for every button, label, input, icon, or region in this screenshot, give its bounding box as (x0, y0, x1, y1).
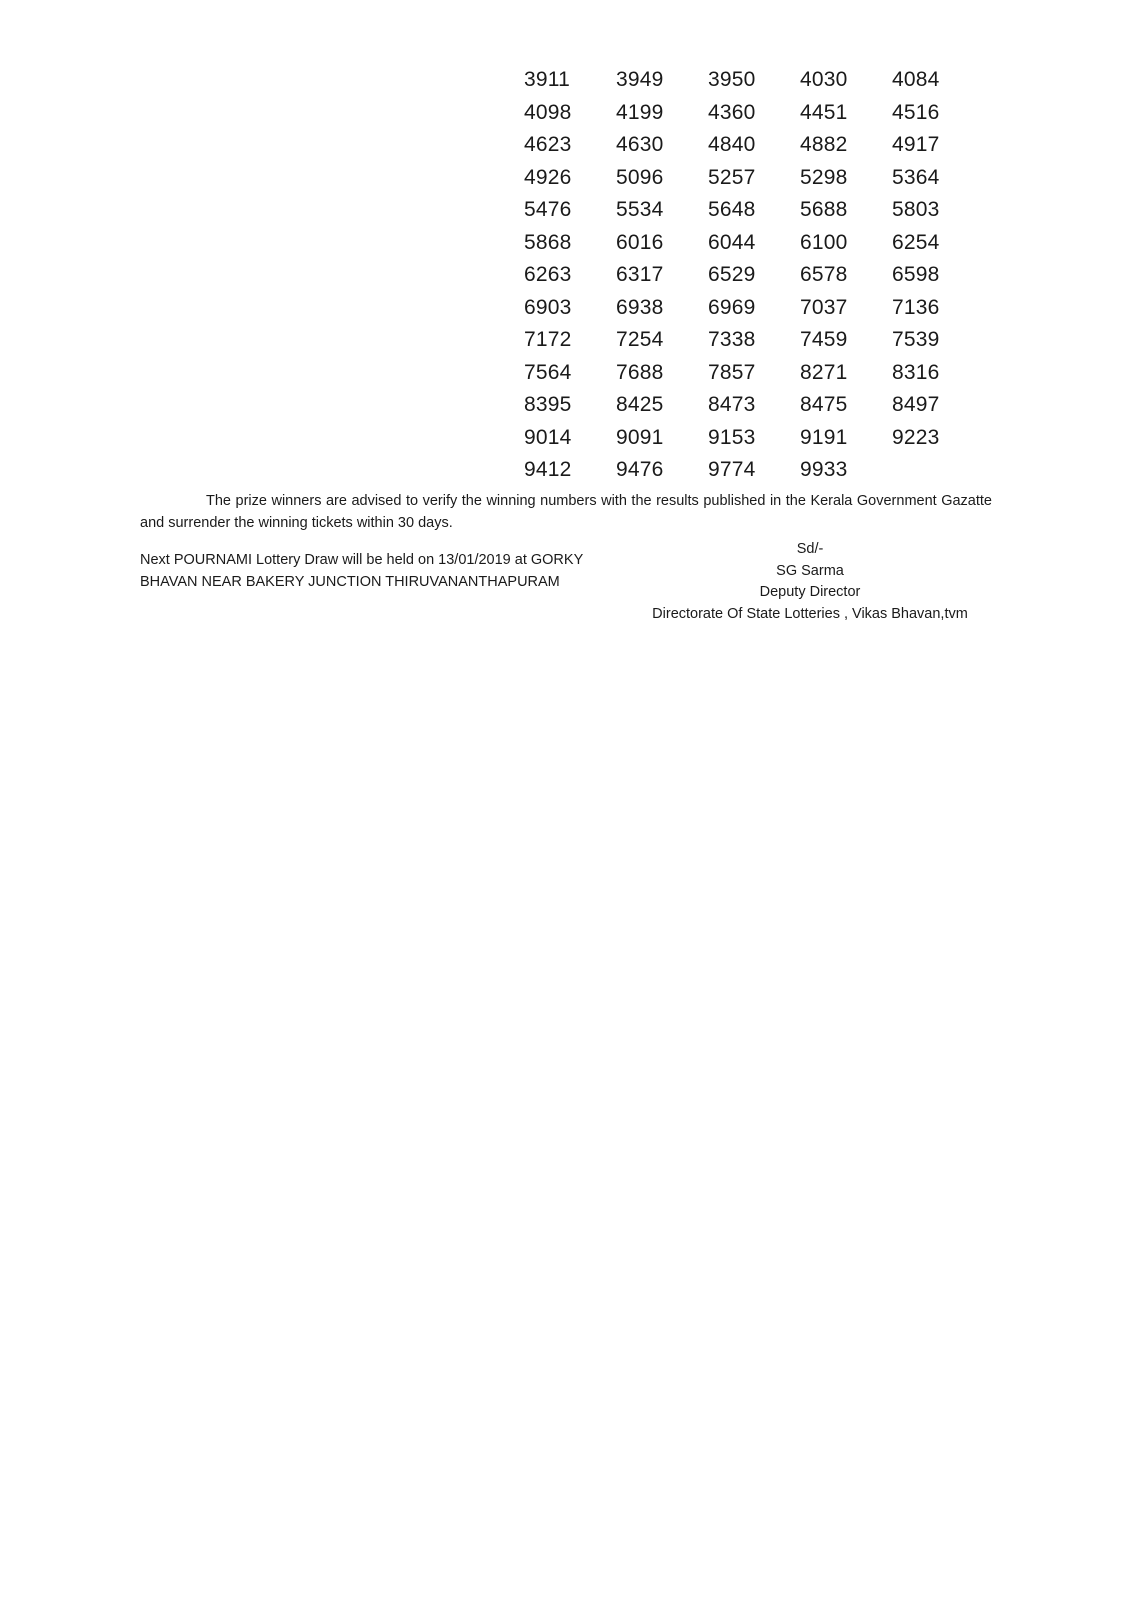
winning-number: 5648 (708, 198, 756, 221)
winning-number: 4199 (616, 100, 664, 124)
winning-number: 5476 (524, 198, 572, 221)
winning-number: 6016 (616, 230, 664, 254)
next-draw-notice (140, 550, 620, 593)
winning-number: 8271 (800, 360, 848, 384)
winning-number: 7564 (524, 360, 572, 384)
winning-number: 4084 (892, 68, 940, 91)
winning-number: 3911 (524, 68, 570, 91)
winning-number: 6938 (616, 295, 664, 319)
winning-number: 4840 (708, 133, 756, 156)
winning-number: 9933 (800, 458, 848, 481)
winning-number: 4623 (524, 133, 572, 156)
winning-number: 7037 (800, 295, 848, 319)
winning-number: 9191 (800, 425, 848, 449)
winning-number: 9153 (708, 425, 756, 449)
winning-number: 6317 (616, 263, 664, 286)
winning-number: 8497 (892, 393, 940, 416)
winning-number: 3949 (616, 68, 664, 91)
signatory-name: SG Sarma (776, 562, 844, 579)
winning-number: 7539 (892, 328, 940, 351)
winning-number: 4451 (800, 100, 848, 124)
winning-number: 7338 (708, 328, 756, 351)
winning-numbers-grid (524, 64, 984, 487)
winning-number: 9476 (616, 458, 664, 481)
winning-number: 5364 (892, 165, 940, 189)
winning-number: 8425 (616, 393, 664, 416)
winning-number: 8473 (708, 393, 756, 416)
winning-number: 5298 (800, 165, 848, 189)
next-draw-line-1: Next POURNAMI Lottery Draw will be held on 13/01/2019 at GORKY (140, 552, 584, 568)
winning-number: 8475 (800, 393, 848, 416)
winning-number: 5803 (892, 198, 940, 221)
winning-number: 7136 (892, 295, 940, 319)
winning-number: 4926 (524, 165, 572, 189)
winning-number: 6578 (800, 263, 848, 286)
winning-number: 7254 (616, 328, 664, 351)
winning-number: 6598 (892, 263, 940, 286)
winning-number: 6529 (708, 263, 756, 286)
winning-number: 3950 (708, 68, 756, 91)
winning-number: 9412 (524, 458, 572, 481)
winning-number: 4882 (800, 133, 848, 156)
winning-number: 9091 (616, 425, 664, 449)
signatory-office: Directorate Of State Lotteries , Vikas Bhavan,tvm (652, 605, 968, 622)
winning-number: 9014 (524, 425, 572, 449)
next-draw-line-2: BHAVAN NEAR BAKERY JUNCTION THIRUVANANTHAPURAM (140, 573, 560, 590)
winning-number: 9774 (708, 458, 756, 481)
winning-number: 6969 (708, 295, 756, 319)
winning-number: 4516 (892, 100, 940, 124)
winning-number: 7857 (708, 360, 756, 384)
winning-number: 4098 (524, 100, 572, 124)
winning-number: 7688 (616, 360, 664, 384)
winning-number: 8316 (892, 360, 940, 384)
winning-number: 5868 (524, 230, 572, 254)
winning-number: 4630 (616, 133, 664, 156)
winning-number: 6254 (892, 230, 940, 254)
winning-number: 9223 (892, 425, 940, 449)
winning-number: 5688 (800, 198, 848, 221)
signatory-designation: Deputy Director (759, 584, 861, 600)
winning-number: 6044 (708, 230, 756, 254)
winning-number: 4917 (892, 133, 940, 156)
winning-number: 5096 (616, 165, 664, 189)
signature-sd: Sd/- (796, 541, 824, 557)
winning-number: 4360 (708, 100, 756, 124)
winning-number: 4030 (800, 68, 848, 91)
winning-number: 8395 (524, 393, 572, 416)
signature-block (630, 539, 990, 625)
winning-number: 5257 (708, 165, 756, 189)
winning-number: 6263 (524, 263, 572, 286)
winning-number: 5534 (616, 198, 664, 221)
winning-number: 6100 (800, 230, 848, 254)
winning-number: 7459 (800, 328, 848, 351)
winning-number: 7172 (524, 328, 572, 351)
winning-number: 6903 (524, 295, 572, 319)
advisory-text: The prize winners are advised to verify the winning numbers with the results published in the Kerala Government Gazatte and surrender the winning tickets within 30 days. (140, 493, 992, 531)
